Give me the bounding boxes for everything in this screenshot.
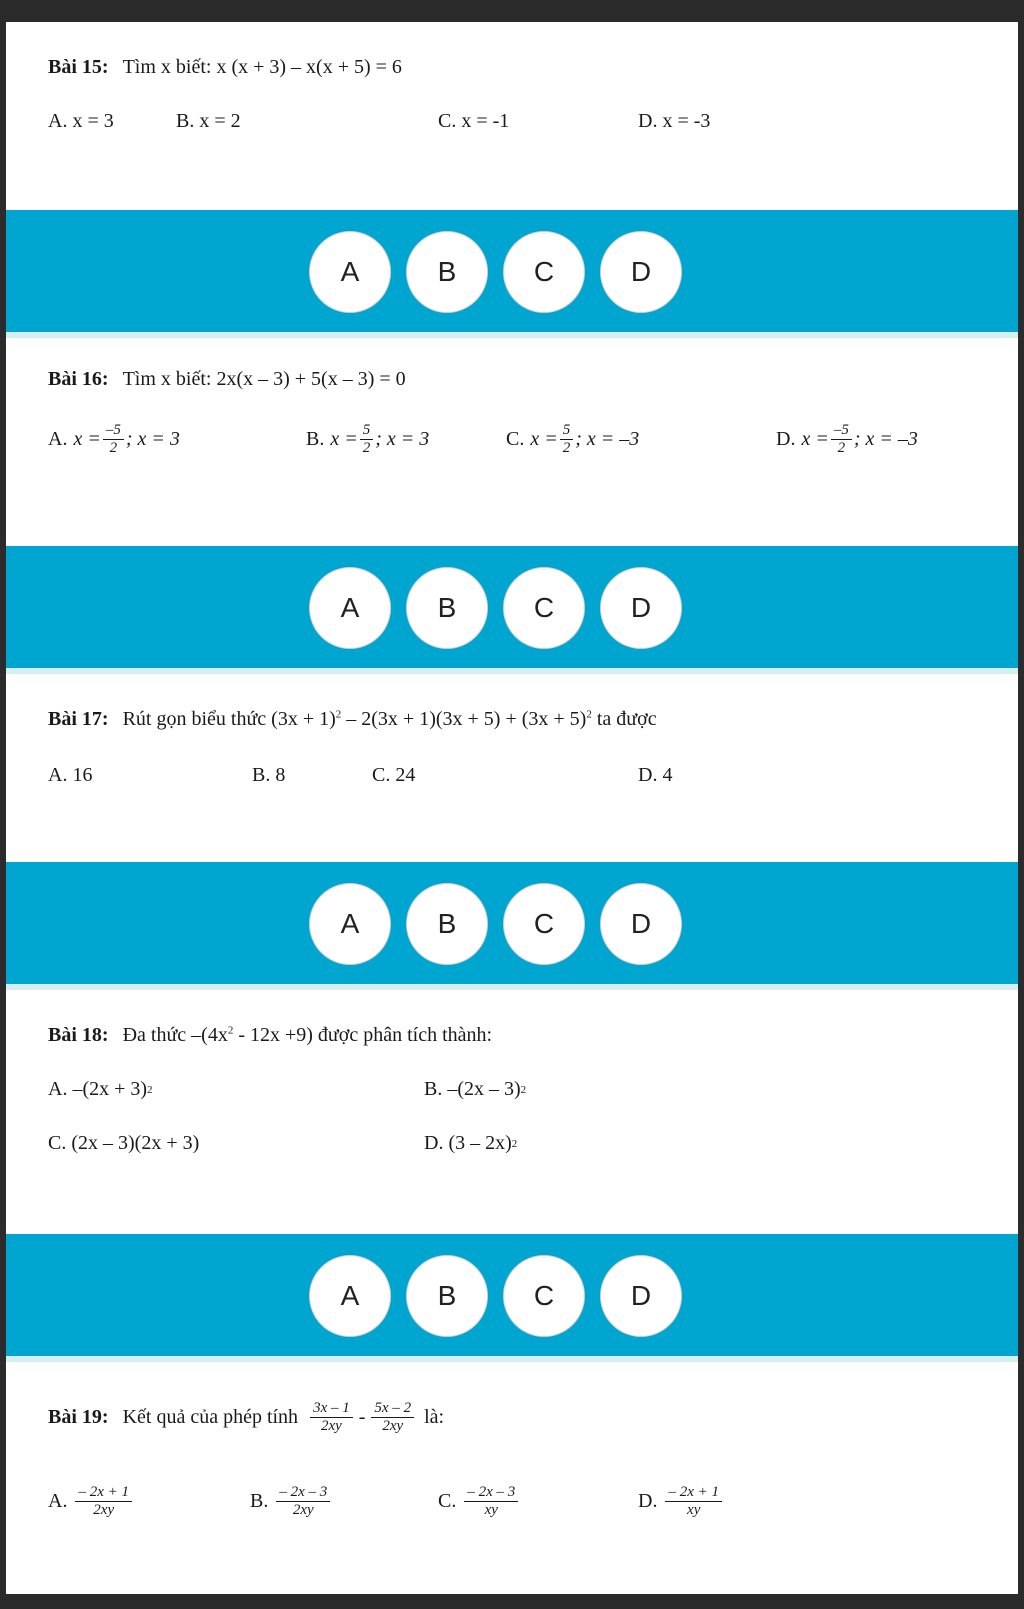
- option-c: C. (2x – 3)(2x + 3): [48, 1132, 200, 1154]
- question-label: Bài 15:: [48, 56, 109, 78]
- fraction: $\frac{-5}{2}$: [103, 422, 124, 458]
- fraction: $\frac{5x - 2}{2xy}$: [371, 1400, 414, 1436]
- fraction: $\frac{- 2x + 1}{2xy}$: [75, 1484, 132, 1520]
- question-label: Bài 18:: [48, 1024, 109, 1046]
- question-text: Đa thức $-(4x^2 - 12x +9)$ được phân tích thành:: [122, 1024, 493, 1046]
- option-b: B. x = $\frac{5}{2}$ ; x = 3: [306, 422, 430, 457]
- question-label: Bài 16:: [48, 368, 109, 390]
- answer-a-button[interactable]: A: [309, 883, 391, 965]
- question-text: Kết quả của phép tính: [122, 1406, 299, 1429]
- question-label: Bài 17:: [48, 708, 109, 730]
- answer-c-button[interactable]: C: [503, 1255, 585, 1337]
- answer-c-button[interactable]: C: [503, 231, 585, 313]
- fraction: $\frac{- 2x - 3}{2xy}$: [276, 1484, 330, 1520]
- option-d: D. x = $\frac{-5}{2}$ ; x = –3: [776, 422, 918, 457]
- option-a: A. –(2x + 3) 2: [48, 1078, 153, 1100]
- fraction: $\frac{- 2x - 3}{xy}$: [464, 1484, 518, 1520]
- question-text: Rút gọn biểu thức $(3x + 1)^2 - 2(3x + 1)(3x + 5) + (3x + 5)^2$ ta được: [122, 708, 657, 730]
- answer-b-button[interactable]: B: [406, 1255, 488, 1337]
- fraction: $\frac{5}{2}$: [560, 422, 574, 458]
- answer-c-button[interactable]: C: [503, 567, 585, 649]
- question-text: Tìm x biết: 2x(x – 3) + 5(x – 3) = 0: [122, 368, 406, 390]
- option-b: B. –(2x – 3) 2: [424, 1078, 527, 1100]
- option-c: C. $\frac{- 2x - 3}{xy}$: [438, 1484, 520, 1520]
- fraction: $\frac{- 2x + 1}{xy}$: [665, 1484, 722, 1520]
- option-a: A. x = $\frac{-5}{2}$ ; x = 3: [48, 422, 180, 457]
- answer-b-button[interactable]: B: [406, 567, 488, 649]
- question-label: Bài 19:: [48, 1406, 109, 1429]
- answer-c-button[interactable]: C: [503, 883, 585, 965]
- fraction: $\frac{-5}{2}$: [831, 422, 852, 458]
- answer-bar-18: [6, 1234, 1018, 1356]
- question-16: [48, 368, 406, 391]
- answer-a-button[interactable]: A: [309, 567, 391, 649]
- answer-a-button[interactable]: A: [309, 231, 391, 313]
- question-19: Bài 19: Kết quả của phép tính $\frac{3x - 1}{2xy}$ - $\frac{5x - 2}{2xy}$ là:: [48, 1400, 445, 1435]
- option-b: B. 8: [252, 764, 286, 786]
- answer-bar-17: [6, 862, 1018, 984]
- question-18: [48, 1024, 492, 1047]
- answer-b-button[interactable]: B: [406, 231, 488, 313]
- answer-d-button[interactable]: D: [600, 567, 682, 649]
- fraction: $\frac{3x - 1}{2xy}$: [310, 1400, 353, 1436]
- option-a: A. 16: [48, 764, 93, 786]
- option-b: B. x = 2: [176, 110, 241, 132]
- answer-bar-15: [6, 210, 1018, 332]
- answer-a-button[interactable]: A: [309, 1255, 391, 1337]
- option-d: D. x = -3: [638, 110, 711, 132]
- option-d: D. 4: [638, 764, 673, 786]
- answer-b-button[interactable]: B: [406, 883, 488, 965]
- answer-bar-16: [6, 546, 1018, 668]
- option-b: B. $\frac{- 2x - 3}{2xy}$: [250, 1484, 332, 1520]
- option-c: C. x = -1: [438, 110, 510, 132]
- option-d: D. (3 – 2x) 2: [424, 1132, 518, 1154]
- option-a: A. x = 3: [48, 110, 114, 132]
- answer-d-button[interactable]: D: [600, 883, 682, 965]
- answer-d-button[interactable]: D: [600, 1255, 682, 1337]
- question-text: Tìm x biết: x (x + 3) – x(x + 5) = 6: [122, 56, 402, 78]
- option-c: C. 24: [372, 764, 416, 786]
- question-15: [48, 56, 402, 79]
- worksheet: [6, 22, 1018, 1594]
- fraction: $\frac{5}{2}$: [360, 422, 374, 458]
- answer-d-button[interactable]: D: [600, 231, 682, 313]
- option-a: A. $\frac{- 2x + 1}{2xy}$: [48, 1484, 134, 1520]
- question-17: [48, 708, 657, 731]
- option-d: D. $\frac{- 2x + 1}{xy}$: [638, 1484, 724, 1520]
- option-c: C. x = $\frac{5}{2}$ ; x = –3: [506, 422, 640, 457]
